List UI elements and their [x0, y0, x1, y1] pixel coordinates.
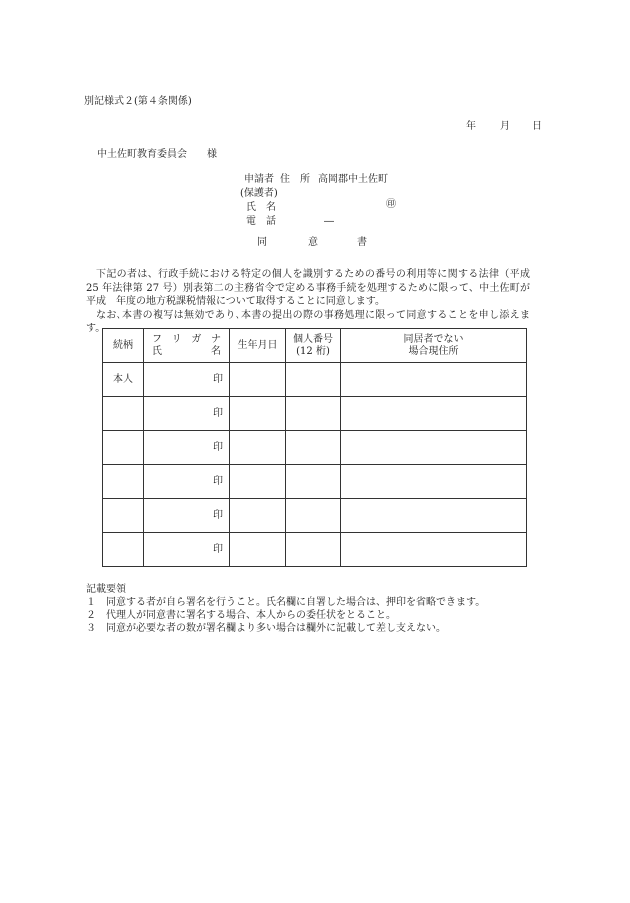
header-address	[341, 329, 527, 363]
applicant-block	[240, 173, 388, 229]
address-cell[interactable]	[341, 465, 527, 499]
seal-label: 印	[213, 441, 223, 453]
table-row	[103, 397, 527, 431]
date-month-label: 月	[500, 121, 510, 132]
signers-table	[102, 328, 527, 567]
date-day-label: 日	[532, 121, 542, 132]
note-item: ３ 同意が必要な者の数が署名欄より多い場合は欄外に記載して差し支えない。	[86, 623, 446, 634]
relation-cell[interactable]	[103, 465, 144, 499]
seal-label: 印	[213, 373, 223, 385]
guardian-row	[240, 187, 388, 201]
mynumber-cell[interactable]	[286, 397, 341, 431]
furigana-char: ナ	[210, 333, 221, 345]
relation-cell[interactable]	[103, 533, 144, 567]
date-line	[466, 122, 542, 132]
birthdate-cell[interactable]	[230, 397, 286, 431]
document-title	[257, 238, 367, 248]
header-birthdate: 生年月日	[230, 329, 286, 363]
address-header-line2: 場合現住所	[408, 345, 459, 357]
seal-label: 印	[213, 475, 223, 487]
furigana-char: リ	[171, 333, 182, 345]
header-name	[144, 329, 230, 363]
name-char: 名	[211, 345, 221, 357]
mynumber-sub: (12 桁)	[296, 345, 330, 357]
name-cell[interactable]	[144, 363, 230, 397]
phone-label: 電 話	[246, 216, 276, 227]
mynumber-cell[interactable]	[286, 431, 341, 465]
relation-cell[interactable]: 本人	[103, 363, 144, 397]
seal-label: 印	[213, 509, 223, 521]
seal-icon: ㊞	[386, 199, 396, 210]
notes-heading: 記載要領	[86, 584, 126, 595]
mynumber-cell[interactable]	[286, 499, 341, 533]
date-year-label: 年	[466, 121, 476, 132]
form-id: 別記様式２(第４条関係)	[84, 96, 192, 107]
phone-separator: ―	[324, 216, 334, 227]
birthdate-cell[interactable]	[230, 465, 286, 499]
name-label: 氏 名	[246, 202, 276, 213]
seal-label: 印	[213, 543, 223, 555]
consent-paragraph-1: 下記の者は、行政手続における特定の個人を識別するための番号の利用等に関する法律（平成 25 年法律第 27 号）別表第二の主務省令で定める事務手続を処理するために限って、中土佐町が平成 年度の地方税課税情報について取得することに同意します。	[86, 269, 530, 307]
table-row	[103, 363, 527, 397]
relation-cell[interactable]	[103, 499, 144, 533]
phone-row	[244, 215, 388, 229]
name-char: 氏	[152, 345, 162, 357]
address-cell[interactable]	[341, 533, 527, 567]
name-row	[244, 201, 388, 215]
birthdate-cell[interactable]	[230, 533, 286, 567]
birthdate-cell[interactable]	[230, 499, 286, 533]
table-row	[103, 465, 527, 499]
mynumber-label: 個人番号	[293, 333, 333, 345]
name-cell[interactable]	[144, 397, 230, 431]
table-header-row	[103, 329, 527, 363]
consent-body	[86, 268, 530, 336]
name-cell[interactable]	[144, 465, 230, 499]
title-char-2: 意	[308, 237, 318, 248]
guardian-label: (保護者)	[240, 188, 278, 199]
header-relation: 続柄	[103, 329, 144, 363]
address-cell[interactable]	[341, 499, 527, 533]
relation-cell[interactable]	[103, 431, 144, 465]
addressee: 中土佐町教育委員会 様	[97, 149, 217, 160]
title-char-3: 書	[357, 237, 367, 248]
mynumber-cell[interactable]	[286, 465, 341, 499]
birthdate-cell[interactable]	[230, 363, 286, 397]
address-header-line1: 同居者でない	[403, 333, 464, 345]
name-cell[interactable]	[144, 431, 230, 465]
furigana-char: ガ	[191, 333, 202, 345]
address-label: 住 所	[280, 174, 310, 185]
notes-section	[86, 583, 485, 635]
table-row	[103, 499, 527, 533]
note-item: １ 同意する者が自ら署名を行うこと。氏名欄に自署した場合は、押印を省略できます。	[86, 597, 486, 608]
address-value: 高岡郡中土佐町	[318, 174, 388, 185]
birthdate-cell[interactable]	[230, 431, 286, 465]
mynumber-cell[interactable]	[286, 533, 341, 567]
applicant-role: 申請者	[244, 174, 274, 185]
header-name-label	[144, 346, 229, 358]
mynumber-cell[interactable]	[286, 363, 341, 397]
consent-paragraph-2: なお､本書の複写は無効であり､本書の提出の際の事務処理に限って同意することを申し添えます。	[86, 309, 530, 334]
name-cell[interactable]	[144, 499, 230, 533]
table-row	[103, 533, 527, 567]
address-cell[interactable]	[341, 397, 527, 431]
note-item: ２ 代理人が同意書に署名する場合、本人からの委任状をとること。	[86, 610, 396, 621]
name-cell[interactable]	[144, 533, 230, 567]
furigana-char: フ	[152, 333, 162, 345]
seal-label: 印	[213, 407, 223, 419]
relation-cell[interactable]	[103, 397, 144, 431]
applicant-address-row	[244, 173, 388, 187]
address-cell[interactable]	[341, 431, 527, 465]
table-row	[103, 431, 527, 465]
header-furigana	[144, 334, 229, 346]
address-cell[interactable]	[341, 363, 527, 397]
title-char-1: 同	[257, 237, 267, 248]
header-mynumber	[286, 329, 341, 363]
